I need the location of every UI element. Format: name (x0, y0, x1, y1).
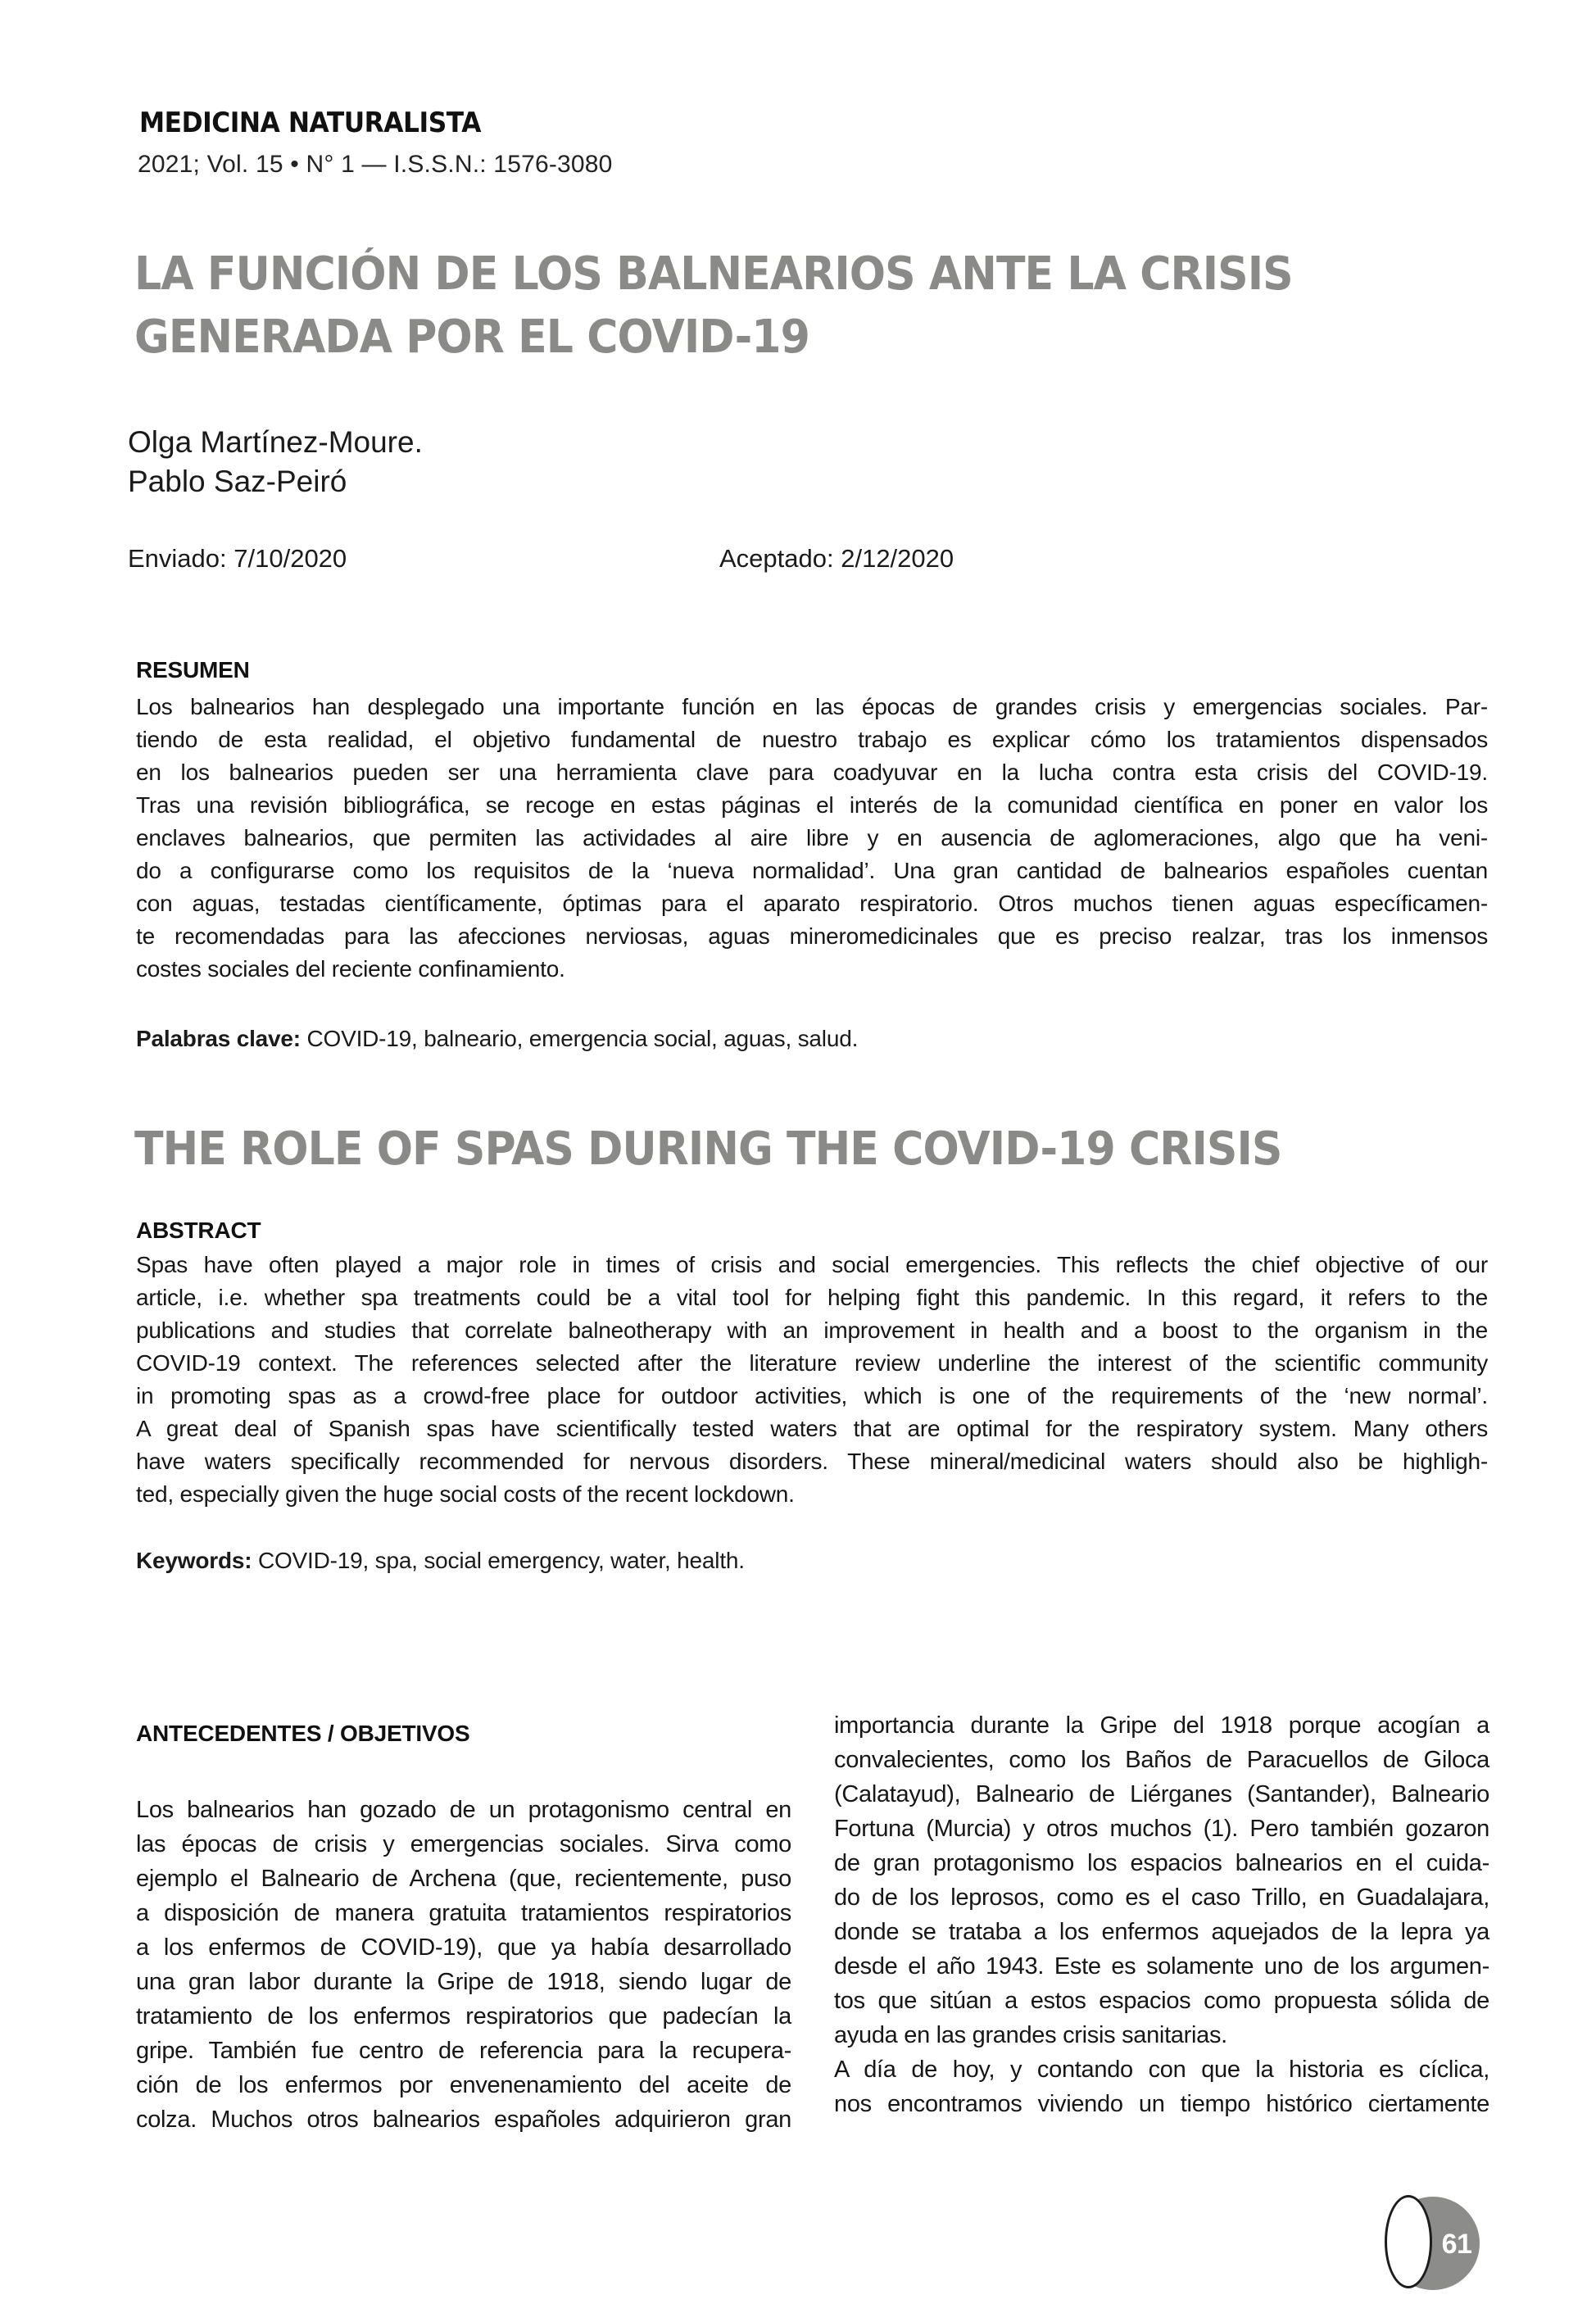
abstract-text (136, 1249, 1488, 1511)
journal-logo: MEDICINA NATURALISTA (139, 107, 481, 139)
text-line: A día de hoy, y contando con que la historia es cíclica, (834, 2057, 1489, 2083)
keywords-line (136, 1548, 745, 1574)
text-line: en los balnearios pueden ser una herramienta clave para coadyuvar en la lucha contra esta crisis del COVID-19. (136, 760, 1488, 785)
text-line: publications and studies that correlate balneotherapy with an improvement in health and a boost to the organism in the (136, 1317, 1488, 1343)
body-right-paragraph-2 (834, 2052, 1489, 2121)
text-line: Los balnearios han gozado de un protagonismo central en (136, 1797, 791, 1823)
article-title-es-line2: GENERADA POR EL COVID-19 (134, 311, 809, 364)
page-number: 61 (1441, 2229, 1472, 2260)
issue-line: 2021; Vol. 15 • N° 1 — I.S.S.N.: 1576-3080 (138, 151, 613, 178)
text-line: in promoting spas as a crowd-free place for outdoor activities, which is one of the requirements of the ‘new normal’. (136, 1383, 1488, 1408)
text-line: colza. Muchos otros balnearios españoles adquirieron gran (136, 2107, 791, 2133)
text-line: convalecientes, como los Baños de Paracuellos de Giloca (834, 1747, 1489, 1773)
text-line: do a configurarse como los requisitos de la ‘nueva normalidad’. Una gran cantidad de balnearios españoles cuentan (136, 858, 1488, 883)
text-line: una gran labor durante la Gripe de 1918, siendo lugar de (136, 1969, 791, 1995)
text-line: ejemplo el Balneario de Archena (que, recientemente, puso (136, 1866, 791, 1892)
text-line: importancia durante la Gripe del 1918 porque acogían a (834, 1712, 1489, 1739)
text-line: Fortuna (Murcia) y otros muchos (1). Pero también gozaron (834, 1816, 1489, 1842)
text-line: have waters specifically recommended for nervous disorders. These mineral/medicinal waters should also be highligh- (136, 1449, 1488, 1474)
text-line: enclaves balnearios, que permiten las actividades al aire libre y en ausencia de aglomeraciones, algo que ha veni- (136, 825, 1488, 850)
text-line: las épocas de crisis y emergencias sociales. Sirva como (136, 1831, 791, 1857)
badge-ellipse-decoration (1385, 2195, 1432, 2288)
text-line: a disposición de manera gratuita tratamientos respiratorios (136, 1900, 791, 1926)
text-line: desde el año 1943. Este es solamente uno de los argumen- (834, 1953, 1489, 1980)
abstract-heading: ABSTRACT (136, 1218, 261, 1243)
palabras-clave-text: COVID-19, balneario, emergencia social, aguas, salud. (300, 1026, 859, 1051)
article-title-en: THE ROLE OF SPAS DURING THE COVID-19 CRISIS (134, 1122, 1282, 1176)
text-line: nos encontramos viviendo un tiempo histórico ciertamente (834, 2091, 1489, 2117)
text-line: tos que sitúan a estos espacios como propuesta sólida de (834, 1988, 1489, 2014)
keywords-text: COVID-19, spa, social emergency, water, health. (252, 1548, 745, 1573)
text-line: donde se trataba a los enfermos aquejados de la lepra ya (834, 1919, 1489, 1945)
submitted-date: Enviado: 7/10/2020 (128, 544, 347, 573)
body-column-right (834, 1708, 1489, 2121)
text-line: de gran protagonismo los espacios balnearios en el cuida- (834, 1850, 1489, 1876)
text-line: Spas have often played a major role in times of crisis and social emergencies. This reflects the chief objective of our (136, 1252, 1488, 1277)
section-heading-antecedentes: ANTECEDENTES / OBJETIVOS (136, 1721, 470, 1746)
text-line: ayuda en las grandes crisis sanitarias. (834, 2022, 1227, 2048)
body-column-left (136, 1793, 791, 2137)
text-line: Tras una revisión bibliográfica, se recoge en estas páginas el interés de la comunidad científica en poner en valor los (136, 792, 1488, 818)
text-line: con aguas, testadas científicamente, óptimas para el aparato respiratorio. Otros muchos tienen aguas específicamen- (136, 891, 1488, 916)
body-right-paragraph-1 (834, 1708, 1489, 2052)
text-line: (Calatayud), Balneario de Liérganes (Santander), Balneario (834, 1781, 1489, 1807)
text-line: costes sociales del reciente confinamiento. (136, 956, 565, 982)
text-line: Los balnearios han desplegado una importante función en las épocas de grandes crisis y emergencias sociales. Par- (136, 694, 1488, 719)
text-line: article, i.e. whether spa treatments could be a vital tool for helping fight this pandemic. In this regard, it refers to the (136, 1285, 1488, 1310)
text-line: gripe. También fue centro de referencia para la recupera- (136, 2038, 791, 2064)
text-line: tratamiento de los enfermos respiratorios que padecían la (136, 2003, 791, 2029)
text-line: tiendo de esta realidad, el objetivo fundamental de nuestro trabajo es explicar cómo los tratamientos dispensados (136, 727, 1488, 752)
author-list (128, 423, 423, 501)
text-line: ted, especially given the huge social costs of the recent lockdown. (136, 1481, 795, 1507)
palabras-clave-label: Palabras clave: (136, 1026, 301, 1051)
text-line: te recomendadas para las afecciones nerviosas, aguas mineromedicinales que es preciso realzar, tras los inmensos (136, 923, 1488, 949)
resumen-text (136, 691, 1488, 986)
text-line: A great deal of Spanish spas have scientifically tested waters that are optimal for the respiratory system. Many others (136, 1416, 1488, 1441)
text-line: do de los leprosos, como es el caso Trillo, en Guadalajara, (834, 1884, 1489, 1911)
text-line: a los enfermos de COVID-19), que ya había desarrollado (136, 1934, 791, 1961)
text-line: ción de los enfermos por envenenamiento del aceite de (136, 2072, 791, 2098)
text-line: COVID-19 context. The references selected after the literature review underline the interest of the scientific community (136, 1350, 1488, 1376)
article-title-es-line1: LA FUNCIÓN DE LOS BALNEARIOS ANTE LA CRISIS (134, 247, 1293, 301)
article-title-es (134, 243, 1293, 369)
palabras-clave-line (136, 1026, 858, 1052)
keywords-label: Keywords: (136, 1548, 252, 1573)
author-name: Olga Martínez-Moure. (128, 425, 423, 459)
author-name: Pablo Saz-Peiró (128, 465, 347, 498)
accepted-date: Aceptado: 2/12/2020 (719, 544, 954, 573)
resumen-heading: RESUMEN (136, 657, 250, 683)
